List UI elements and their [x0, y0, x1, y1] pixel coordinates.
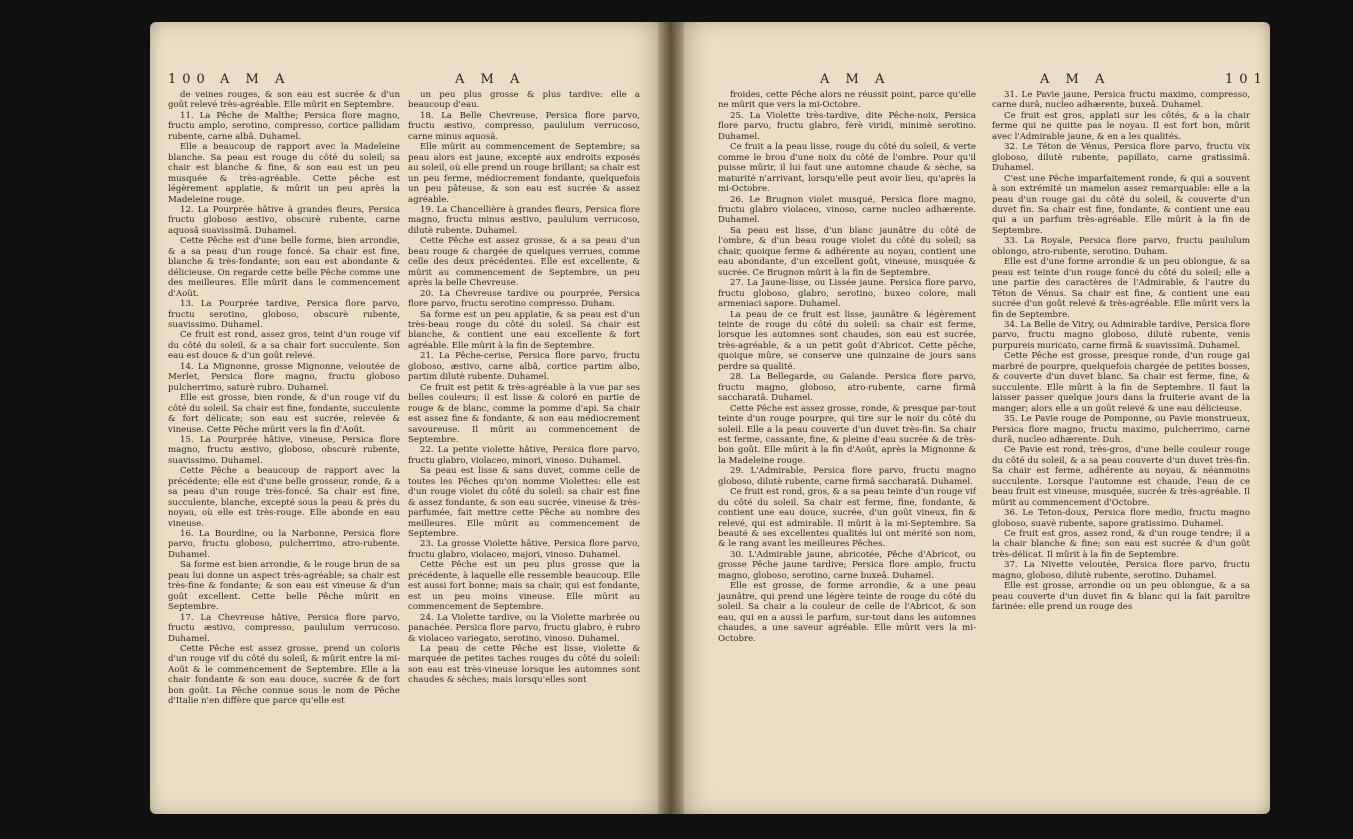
paragraph: 13. La Pourprée tardive, Persica flore parvo, fructu serotino, globoso, obscurè rubente, suavissimo. Duhamel. — [168, 299, 400, 330]
paragraph: Ce fruit a la peau lisse, rouge du côté du soleil, & verte comme le brou d'une noix du côté de l'ombre. Pour qu'il puisse mûrir, il lui faut une automne chaude & sèche, sa maturité n'arrivant, lorsqu'elle peut avoir lieu, qu'après la mi-Octobre. — [718, 142, 976, 195]
right-page-column-2 — [992, 90, 1250, 613]
paragraph: C'est une Pêche imparfaitement ronde, & qui a souvent à son extrémité un mamelon assez remarquable: elle a la peau d'un rouge gai du côté du soleil, & couverte d'un duvet fin. Sa chair est fine, fondante, & contient une eau qui a un parfum très-agréable. Elle mûrit à la fin de Septembre. — [992, 173, 1250, 236]
paragraph: 25. La Violette très-tardive, dite Pêche-noix, Persica flore parvo, fructu glabro, ferè viridi, minimè serotino. Duhamel. — [718, 110, 976, 142]
paragraph: 15. La Pourprée hâtive, vineuse, Persica flore magno, fructu æstivo, globoso, obscurè rubente, suavissimo. Duhamel. — [168, 434, 400, 466]
paragraph: 33. La Royale, Persica flore parvo, fructu paululum oblongo, atro-rubente, serotino. Duham. — [992, 236, 1250, 257]
paragraph: Ce Pavie est rond, très-gros, d'une belle couleur rouge du côté du soleil, & a sa peau couverte d'un duvet très-fin. Sa chair est ferme, adhérente au noyau, & néanmoins succulente. Lorsque l'automne est chaude, l'eau de ce beau fruit est vineuse, musquée, sucrée & très-agréable. Il mûrit au commencement d'Octobre. — [992, 445, 1250, 508]
paragraph: 26. Le Brugnon violet musqué, Persica flore magno, fructu glabro violaceo, vinoso, carne nucleo adhærente. Duhamel. — [718, 194, 976, 226]
paragraph: Ce fruit est petit & très-agréable à la vue par ses belles couleurs; il est lisse & coloré en partie de rouge & de blanc, comme la pomme d'api. Sa chair est assez fine & fondante, & son eau médiocrement savoureuse. Il mûrit au commencement de Septembre. — [408, 382, 640, 445]
paragraph: Sa peau est lisse, d'un blanc jaunâtre du côté de l'ombre, & d'un beau rouge violet du côté du soleil; sa chair, quoique ferme & adhérente au noyau, contient une eau abondante, d'un excellent goût, vineuse, musquée & sucrée. Ce Brugnon mûrit à la fin de Septembre. — [718, 225, 976, 278]
paragraph: 29. L'Admirable, Persica flore parvo, fructu magno globoso, dilutè rubente, carne firmâ saccharatâ. Duhamel. — [718, 466, 976, 487]
paragraph: Elle est grosse, bien ronde, & d'un rouge vif du côté du soleil. Sa chair est fine, fondante, succulente & fort délicate; son eau est sucrée, relevée & vineuse. Cette Pêche mûrit vers la fin d'Août. — [168, 393, 400, 435]
paragraph: Ce fruit est gros, applati sur les côtés, & a la chair ferme qui ne quitte pas le noyau. Il est fort bon, mûrit avec l'Admirable jaune, & en a les qualités. — [992, 110, 1250, 142]
paragraph: 14. La Mignonne, grosse Mignonne, veloutée de Merlet, Persica flore magno, fructu globoso pulcherrimo, saturè rubro. Duhamel. — [168, 361, 400, 393]
paragraph: 31. Le Pavie jaune, Persica fructu maximo, compresso, carne durâ, nucleo adhærente, buxeâ. Duhamel. — [992, 90, 1250, 111]
paragraph: Sa forme est un peu applatie, & sa peau est d'un très-beau rouge du côté du soleil. Sa chair est blanche, & contient une eau excellente & fort agréable. Elle mûrit à la fin de Septembre. — [408, 309, 640, 351]
paragraph: La peau de cette Pêche est lisse, violette & marquée de petites taches rouges du côté du soleil: son eau est très-vineuse lorsque les automnes sont chaudes & sèches; mais lorsqu'elles sont — [408, 644, 640, 686]
right-page — [670, 22, 1270, 814]
paragraph: 11. La Pêche de Malthe; Persica flore magno, fructu amplo, serotino, compresso, cortice pallidam rubente, carne albâ. Duhamel. — [168, 110, 400, 142]
page-number-right: 101 — [1225, 72, 1268, 87]
paragraph: 19. La Chancellière à grandes fleurs, Persica flore magno, fructu minus æstivo, paululum verrucoso, dilutè rubente. Duhamel. — [408, 204, 640, 236]
paragraph: 27. La Jaune-lisse, ou Lissée jaune. Persica flore parvo, fructu globoso, glabro, serotino, buxeo colore, mali armeniaci sapore. Duhamel. — [718, 278, 976, 310]
running-head-right-col2: A M A — [1040, 72, 1111, 87]
book-gutter — [658, 22, 684, 814]
paragraph: Elle a beaucoup de rapport avec la Madeleine blanche. Sa peau est rouge du côté du soleil; sa chair est blanche & fine, & son eau est un peu musquée & très-agréable. Cette pêche est légèrement applatie, & mûrit un peu après la Madeleine rouge. — [168, 142, 400, 205]
running-head-right-col1: A M A — [820, 72, 891, 87]
paragraph: Ce fruit est gros, assez rond, & d'un rouge tendre; il a la chair blanche & fine; son eau est sucrée & d'un goût très-délicat. Il mûrit à la fin de Septembre. — [992, 529, 1250, 560]
paragraph: Cette Pêche est un peu plus grosse que la précédente, à laquelle elle ressemble beaucoup. Elle est aussi fort bonne; mais sa chair, qui est fondante, est un peu moins vineuse. Elle mûrit au commencement de Septembre. — [408, 560, 640, 613]
paragraph: 28. La Bellegarde, ou Galande. Persica flore parvo, fructu magno, globoso, atro-rubente, carne firmâ saccharatâ. Duhamel. — [718, 372, 976, 404]
paragraph: 21. La Pêche-cerise, Persica flore parvo, fructu globoso, æstivo, carne albâ, cortice partim albo, partim dilutè rubente. Duhamel. — [408, 351, 640, 383]
paragraph: La peau de ce fruit est lisse, jaunâtre & légèrement teinte de rouge du côté du soleil: sa chair est ferme, lorsque les automnes sont chaudes, son eau est sucrée, très-agréable, & a un petit goût d'Abricot. Cette pêche, quoique mûre, se conserve une quinzaine de jours sans perdre sa qualité. — [718, 309, 976, 372]
paragraph: 17. La Chevreuse hâtive, Persica flore parvo, fructu æstivo, compresso, paululum verrucoso. Duhamel. — [168, 612, 400, 644]
left-page-column-1 — [168, 90, 400, 707]
paragraph: 20. La Chevreuse tardive ou pourprée, Persica flore parvo, fructu serotino compresso. Duham. — [408, 288, 640, 310]
paragraph: 12. La Pourprée hâtive à grandes fleurs, Persica fructu globoso æstivo, obscurè rubente, carne aquosâ suavissimâ. Duhamel. — [168, 204, 400, 236]
page-number-left: 100 — [168, 72, 211, 87]
paragraph: Sa peau est lisse & sans duvet, comme celle de toutes les Pêches qu'on nomme Violettes: elle est d'un rouge violet du côté du soleil: sa chair est fine & assez fondante, & son eau sucrée, vineuse & très-parfumée, fait mettre cette Pêche au nombre des meilleures. Elle mûrit au commencement de Septembre. — [408, 466, 640, 540]
paragraph: Sa forme est bien arrondie, & le rouge brun de sa peau lui donne un aspect très-agréable; sa chair est très-fine & fondante; & son eau est vineuse & d'un goût excellent. Cette belle Pêche mûrit en Septembre. — [168, 560, 400, 613]
paragraph: Elle mûrit au commencement de Septembre; sa peau alors est jaune, excepté aux endroits exposés au soleil, où elle prend un rouge brillant; sa chair est un peu ferme, médiocrement fondante, quelquefois un peu pâteuse, & son eau est sucrée & assez agréable. — [408, 142, 640, 205]
paragraph: un peu plus grosse & plus tardive: elle a beaucoup d'eau. — [408, 90, 640, 111]
running-head-left-col1: A M A — [220, 72, 291, 87]
paragraph: 22. La petite violette hâtive, Persica flore parvo, fructu glabro, violaceo, minori, vinoso. Duhamel. — [408, 445, 640, 466]
paragraph: froides, cette Pêche alors ne réussit point, parce qu'elle ne mûrit que vers la mi-Octobre. — [718, 90, 976, 111]
paragraph: Elle est d'une forme arrondie & un peu oblongue, & sa peau est teinte d'un rouge foncé du côté du soleil; elle a une partie des caractères de l'Admirable, & l'autre du Téton de Vénus. Sa chair est fine, & contient une eau sucrée d'un goût relevé & très-agréable. Elle mûrit vers la fin de Septembre. — [992, 257, 1250, 320]
paragraph: de veines rouges, & son eau est sucrée & d'un goût relevé très-agréable. Elle mûrit en Septembre. — [168, 90, 400, 111]
paragraph: Elle est grosse, de forme arrondie, & a une peau jaunâtre, qui prend une légère teinte de rouge du côté du soleil. Sa chair a la couleur de celle de l'Abricot, & son eau, qui en a aussi le parfum, sur-tout dans les automnes chaudes, a une saveur agréable. Elle mûrit vers la mi-Octobre. — [718, 581, 976, 644]
paragraph: 24. La Violette tardive, ou la Violette marbrée ou panachée. Persica flore parvo, fructu glabro, è rubro & violaceo variegato, serotino, vinoso. Duhamel. — [408, 612, 640, 644]
paragraph: 34. La Belle de Vitry, ou Admirable tardive, Persica flore parvo, fructu magno globoso, dilutè rubente, venis purpureis muricato, carne firmâ & suavissimâ. Duhamel. — [992, 319, 1250, 351]
paragraph: Cette Pêche est assez grosse, ronde, & presque par-tout teinte d'un rouge pourpre, qui tire sur le noir du côté du soleil. Elle a la peau couverte d'un duvet très-fin. Sa chair est ferme, cassante, fine, & pleine d'eau sucrée & de très-bon goût. Elle mûrit à la fin d'Août, après la Mignonne & la Madeleine rouge. — [718, 403, 976, 466]
paragraph: 37. La Nivette veloutée, Persica flore parvo, fructu magno, globoso, dilutè rubente, serotino. Duhamel. — [992, 560, 1250, 581]
paragraph: 30. L'Admirable jaune, abricotée, Pêche d'Abricot, ou grosse Pêche jaune tardive; Persica flore amplo, fructu magno, globoso, serotino, carne buxeâ. Duhamel. — [718, 549, 976, 581]
paragraph: 35. Le Pavie rouge de Pomponne, ou Pavie monstrueux, Persica flore magno, fructu maximo, pulcherrimo, carne durâ, nucleo adhærente. Duh. — [992, 414, 1250, 445]
paragraph: Cette Pêche est assez grosse, prend un coloris d'un rouge vif du côté du soleil, & mûrit entre la mi-Août & le commencement de Septembre. Elle a la chair fondante & son eau douce, sucrée & de fort bon goût. La Pêche connue sous le nom de Pêche d'Italie n'en diffère que parce qu'elle est — [168, 644, 400, 707]
paragraph: Cette Pêche est assez grosse, & a sa peau d'un beau rouge & chargée de quelques verrues, comme celle des deux précédentes. Elle est excellente, & mûrit au commencement de Septembre, un peu après la belle Chevreuse. — [408, 236, 640, 289]
paragraph: Elle est grosse, arrondie ou un peu oblongue, & a sa peau couverte d'un duvet fin & blanc qui la fait paroître farinée: elle prend un rouge des — [992, 581, 1250, 613]
left-page — [150, 22, 672, 814]
paragraph: 32. Le Téton de Vénus, Persica flore parvo, fructu vix globoso, dilutè rubente, papillato, carne gratissimâ. Duhamel. — [992, 142, 1250, 174]
paragraph: 36. Le Teton-doux, Persica flore medio, fructu magno globoso, suavè rubente, sapore gratissimo. Duhamel. — [992, 508, 1250, 529]
paragraph: 23. La grosse Violette hâtive, Persica flore parvo, fructu glabro, violaceo, majori, vinoso. Duhamel. — [408, 539, 640, 560]
left-page-column-2 — [408, 90, 640, 686]
paragraph: Ce fruit est rond, assez gros, teint d'un rouge vif du côté du soleil, & a sa chair fort succulente. Son eau est douce & d'un goût relevé. — [168, 330, 400, 362]
running-head-left-col2: A M A — [455, 72, 526, 87]
paragraph: Cette Pêche est grosse, presque ronde, d'un rouge gai marbré de pourpre, quelquefois chargée de petites bosses, & couverte d'un duvet blanc. Sa chair est ferme, fine, & succulente. Elle mûrit à la fin de Septembre. Il faut la laisser passer quelque jours dans la fruiterie avant de la manger; alors elle a un goût relevé & une eau délicieuse. — [992, 351, 1250, 414]
paragraph: Ce fruit est rond, gros, & a sa peau teinte d'un rouge vif du côté du soleil. Sa chair est ferme, fine, fondante, & contient une eau douce, sucrée, d'un goût vineux, fin & relevé, qui est admirable. Il mûrit à la mi-Septembre. Sa beauté & ses excellentes qualités lui ont mérité son nom, & le rang avant les meilleures Pêches. — [718, 487, 976, 550]
right-page-column-1 — [718, 90, 976, 644]
paragraph: 18. La Belle Chevreuse, Persica flore parvo, fructu æstivo, compresso, paululum verrucoso, carne minus aquosâ. — [408, 110, 640, 142]
paragraph: Cette Pêche est d'une belle forme, bien arrondie, & a sa peau d'un rouge foncé. Sa chair est fine, blanche & très-fondante; son eau est abondante & délicieuse. On regarde cette belle Pêche comme une des meilleures. Elle mûrit dans le commencement d'Août. — [168, 236, 400, 299]
paragraph: Cette Pêche a beaucoup de rapport avec la précédente; elle est d'une belle grosseur, ronde, & a sa peau d'un rouge très-foncé. Sa chair est fine, succulente, blanche, excepté sous la peau & près du noyau, où elle est très-rouge. Elle abonde en eau vineuse. — [168, 466, 400, 529]
paragraph: 16. La Bourdine, ou la Narbonne, Persica flore parvo, fructu globoso, pulcherrimo, atro-rubente. Duhamel. — [168, 529, 400, 560]
open-book — [150, 22, 1270, 814]
